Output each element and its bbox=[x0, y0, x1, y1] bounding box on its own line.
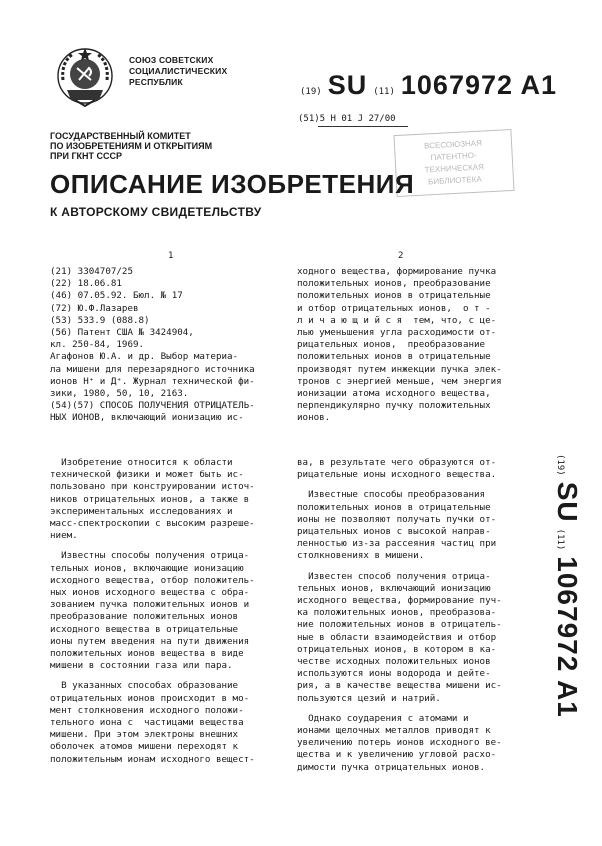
committee-block bbox=[50, 131, 212, 161]
org-line: СОЮЗ СОВЕТСКИХ bbox=[129, 55, 214, 65]
stamp-line: ПАТЕНТНО- bbox=[430, 150, 477, 163]
text-line: нием. bbox=[50, 530, 78, 542]
ipc-text: (51)5 Н 01 J 27/00 bbox=[298, 114, 396, 124]
country-code: SU bbox=[327, 70, 368, 100]
abstract-line: ионизации атома исходного вещества, bbox=[297, 388, 491, 400]
state-emblem-icon bbox=[53, 44, 117, 110]
abstract-line: рицательных ионов, преобразование bbox=[297, 339, 486, 351]
text-line: Известен способ получения отрица- bbox=[297, 570, 491, 582]
biblio-line: (56) Патент США № 3424904, bbox=[50, 327, 194, 339]
text-line: ионы не позволяют получать пучки от- bbox=[297, 513, 497, 525]
paragraph bbox=[297, 571, 529, 705]
text-line: столкновениях в мишени. bbox=[297, 550, 425, 562]
side-patent-number bbox=[531, 454, 583, 764]
text-line: пользуются цезий и натрий. bbox=[297, 692, 441, 704]
stamp-line: ТЕХНИЧЕСКАЯ bbox=[424, 162, 485, 175]
biblio-line: (46) 07.05.92. Бюл. № 17 bbox=[50, 290, 183, 302]
text-line: увеличению потерь ионов исходного ве- bbox=[297, 737, 502, 749]
org-line: РЕСПУБЛИК bbox=[129, 77, 183, 87]
abstract-line: и отбор отрицательных ионов, о т - bbox=[297, 302, 491, 314]
text-line: отрицательных ионов происходит в мо- bbox=[50, 692, 250, 704]
bibliography bbox=[50, 266, 282, 425]
text-line: ных ионов исходного вещества с обра- bbox=[50, 587, 250, 599]
text-line: рицательные ионы исходного вещества. bbox=[297, 469, 497, 481]
committee-line: ПО ИЗОБРЕТЕНИЯМ И ОТКРЫТИЯМ bbox=[50, 141, 213, 151]
abstract-line: ходного вещества, формирование пучка bbox=[297, 266, 497, 277]
biblio-line: ионов Н⁺ и Д⁺. Журнал технической фи- bbox=[50, 375, 255, 387]
text-line: ионами щелочных металлов приводят к bbox=[297, 725, 491, 737]
stamp-line: ВСЕСОЮЗНАЯ bbox=[423, 138, 483, 151]
abstract-line: тронов с энергией меньше, чем энергия bbox=[297, 375, 502, 387]
abstract-line: перпендикулярно пучку положительных bbox=[297, 400, 491, 412]
paragraph bbox=[297, 713, 529, 774]
side-number: 1067972 A1 bbox=[552, 556, 583, 718]
text-line: положительных ионов вещества в виде bbox=[50, 648, 244, 660]
text-line: ные в области взаимодействия и отбор bbox=[297, 631, 497, 643]
text-line: положительных ионов в отрицательные bbox=[297, 501, 491, 513]
abstract-line: положительных ионов, преобразование bbox=[297, 278, 491, 290]
abstract-line: ионов. bbox=[297, 412, 331, 424]
text-line: честве исходных положительных ионов bbox=[297, 656, 491, 668]
biblio-line: (54)(57) СПОСОБ ПОЛУЧЕНИЯ ОТРИЦАТЕЛЬ- bbox=[50, 400, 255, 412]
biblio-line: ла мишени для перезарядного источника bbox=[50, 363, 255, 375]
text-line: тельных ионов, включающие ионизацию bbox=[50, 562, 244, 574]
biblio-line: НЫХ ИОНОВ, включающий ионизацию ис- bbox=[50, 412, 244, 424]
document-title: ОПИСАНИЕ ИЗОБРЕТЕНИЯ bbox=[50, 169, 415, 199]
text-line: оболочек атомов мишени переходят к bbox=[50, 741, 239, 753]
patent-number-block bbox=[300, 70, 557, 101]
text-line: ва, в результате чего образуются от- bbox=[297, 457, 497, 468]
committee-line: ГОСУДАРСТВЕННЫЙ КОМИТЕТ bbox=[50, 131, 191, 141]
ipc-classification bbox=[298, 114, 396, 124]
abstract-line: производят путем инжекции пучка элек- bbox=[297, 363, 502, 375]
document-subtitle: К АВТОРСКОМУ СВИДЕТЕЛЬСТВУ bbox=[50, 205, 262, 219]
text-line: исходного вещества, формирование пуч- bbox=[297, 595, 502, 607]
stamp-line: БИБЛИОТЕКА bbox=[427, 174, 482, 187]
text-line: мишени в состоянии газа или пара. bbox=[50, 660, 233, 672]
column-number-right: 2 bbox=[398, 251, 404, 261]
text-line: В указанных способах образование bbox=[50, 680, 239, 692]
text-line: ионы путем введения на пути движения bbox=[50, 635, 250, 647]
text-line: ние положительных ионов в отрицатель- bbox=[297, 619, 502, 631]
text-line: ка положительных ионов, преобразова- bbox=[297, 607, 497, 619]
text-line: положительным ионам исходного вещест- bbox=[50, 753, 255, 765]
side-country-code: SU bbox=[552, 481, 583, 523]
text-line: исходного вещества в отрицательные bbox=[50, 623, 239, 635]
text-line: мишени. При этом электроны внешних bbox=[50, 729, 239, 741]
biblio-line: (53) 533.9 (088.8) bbox=[50, 314, 150, 326]
text-line: Известны способы получения отрица- bbox=[50, 550, 250, 562]
text-line: Известные способы преобразования bbox=[297, 489, 486, 501]
text-line: экспериментальных исследованиях и bbox=[50, 505, 233, 517]
abstract-line: лью уменьшения угла расходимости от- bbox=[297, 327, 497, 339]
biblio-line: (22) 18.06.81 bbox=[50, 278, 122, 290]
text-line: преобразование положительных ионов bbox=[50, 611, 239, 623]
description-column-left bbox=[50, 457, 282, 774]
text-line: ников отрицательных ионов, а также в bbox=[50, 493, 250, 505]
code-19: (19) bbox=[300, 87, 322, 97]
biblio-line: (21) 3304707/25 bbox=[50, 266, 133, 277]
text-line: мент столкновения исходного положи- bbox=[50, 704, 244, 716]
text-line: щества и к увеличению угловой расхо- bbox=[297, 749, 497, 761]
abstract-claim bbox=[297, 266, 527, 425]
abstract-line: положительных ионов в отрицательные bbox=[297, 290, 491, 302]
committee-line: ПРИ ГКНТ СССР bbox=[50, 151, 123, 161]
ussr-header bbox=[129, 55, 227, 88]
text-line: димости пучка отрицательных ионов. bbox=[297, 761, 486, 773]
side-code-11: (11) bbox=[555, 528, 565, 551]
patent-number: 1067972 A1 bbox=[400, 70, 558, 100]
text-line: используются ионы водорода и дейте- bbox=[297, 668, 491, 680]
text-line: Однако соударения с атомами и bbox=[297, 712, 469, 724]
biblio-line: кл. 250-84, 1969. bbox=[50, 339, 145, 351]
text-line: тельных ионов, включающий ионизацию bbox=[297, 582, 491, 594]
side-patent-text bbox=[551, 454, 583, 718]
biblio-line: Агафонов Ю.А. и др. Выбор материа- bbox=[50, 351, 239, 363]
code-11: (11) bbox=[373, 87, 395, 97]
description-column-right bbox=[297, 457, 529, 782]
text-line: пользовано при конструировании источ- bbox=[50, 481, 255, 493]
paragraph bbox=[297, 489, 529, 562]
biblio-line: зики, 1980, 50, 10, 2163. bbox=[50, 388, 189, 400]
paragraph bbox=[297, 457, 529, 481]
text-line: рия, а в качестве вещества мишени ис- bbox=[297, 680, 502, 692]
column-number-left: 1 bbox=[168, 251, 174, 261]
text-line: Изобретение относится к области bbox=[50, 457, 233, 468]
paragraph bbox=[50, 680, 282, 765]
org-line: СОЦИАЛИСТИЧЕСКИХ bbox=[129, 66, 228, 76]
paragraph bbox=[50, 457, 282, 542]
text-line: отрицательных ионов, в котором в ка- bbox=[297, 643, 497, 655]
paragraph bbox=[50, 550, 282, 672]
abstract-line: положительных ионов в отрицательные bbox=[297, 351, 491, 363]
biblio-line: (72) Ю.Ф.Лазарев bbox=[50, 302, 139, 314]
text-line: ленностью из-за рассеяния частиц при bbox=[297, 538, 497, 550]
text-line: тельного иона с частицами вещества bbox=[50, 717, 244, 729]
text-line: масс-спектроскопии с высоким разреше- bbox=[50, 518, 255, 530]
text-line: исходного вещества, отбор положитель- bbox=[50, 574, 255, 586]
abstract-line: л и ч а ю щ и й с я тем, что, с це- bbox=[297, 314, 497, 326]
text-line: технической физики и может быть ис- bbox=[50, 469, 244, 481]
text-line: зованием пучка положительных ионов и bbox=[50, 599, 250, 611]
side-code-19: (19) bbox=[555, 454, 565, 476]
ipc-underline bbox=[318, 126, 408, 127]
text-line: рицательных ионов с высокой направ- bbox=[297, 526, 491, 538]
